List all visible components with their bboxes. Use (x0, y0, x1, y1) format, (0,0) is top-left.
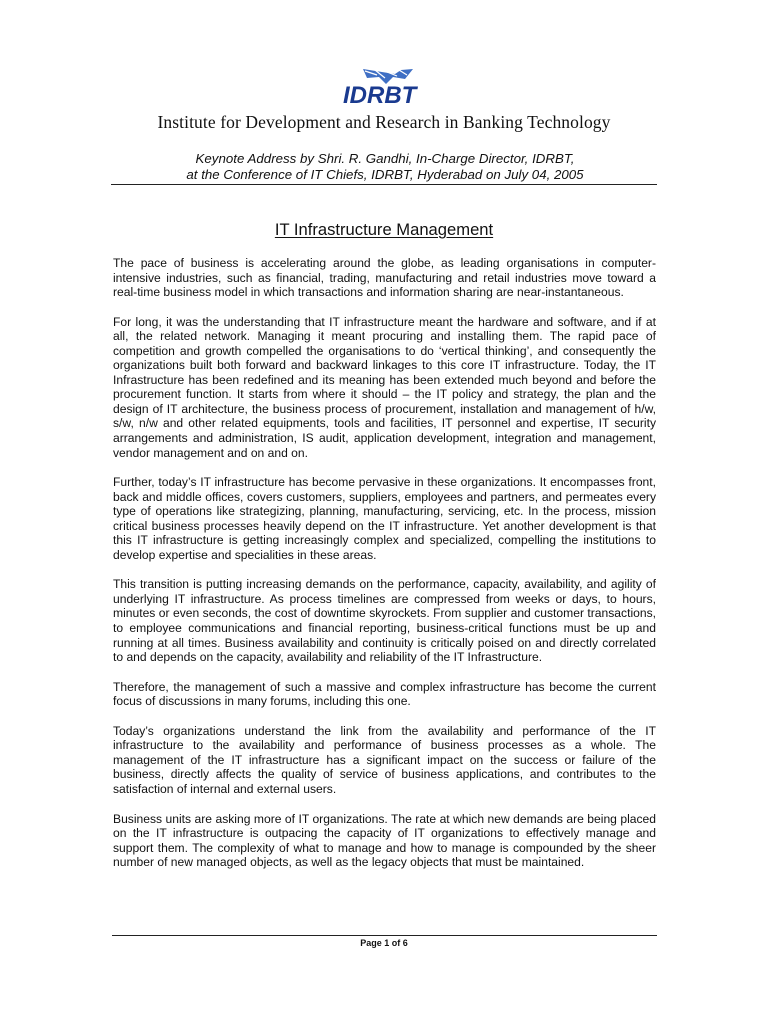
header-divider (111, 184, 657, 185)
paragraph: For long, it was the understanding that IT infrastructure meant the hardware and software, and if at all, the related network. Managing it meant procuring and installing them. The rapid pace of competition and growth compelled the organisations to do ‘vertical thinking’, and consequently the organizations built both forward and backward linkages to this core IT infrastructure. Today, the IT Infrastructure has been redefined and its meaning has been extended much beyond and before the procurement function. It starts from where it should – the IT policy and strategy, the plan and the design of IT architecture, the business process of procurement, installation and management of h/w, s/w, n/w and other related equipments, tools and facilities, IT personnel and expertise, IT security arrangements and administration, IS audit, application development, integration and management, vendor management and on and on. (113, 314, 656, 460)
page-number: Page 1 of 6 (360, 938, 408, 948)
institute-title: Institute for Development and Research in Banking Technology (157, 112, 611, 132)
idrbt-logo-graphic (341, 66, 434, 106)
document-title (0, 220, 768, 240)
logo-text: IDRBT (343, 82, 417, 106)
document-title-text: IT Infrastructure Management (274, 220, 494, 239)
paragraph: Further, today’s IT infrastructure has become pervasive in these organizations. It encompasses front, back and middle offices, covers customers, suppliers, employees and partners, and permeates every type of operations like strategizing, planning, manufacturing, servicing, etc. In the process, mission critical business processes heavily depend on the IT infrastructure. Yet another development is that this IT infrastructure is getting increasingly complex and specialized, compelling the institutions to develop expertise and specialities in these areas. (113, 475, 656, 562)
paragraph: This transition is putting increasing demands on the performance, capacity, availability, and agility of underlying IT infrastructure. As process timelines are compressed from weeks or days, to hours, minutes or even seconds, the cost of downtime skyrockets. From supplier and customer transactions, to employee communications and financial reporting, business-critical functions must be up and running at all times. Business availability and continuity is critically poised on and directly correlated to and depends on the capacity, availability and reliability of the IT Infrastructure. (113, 577, 656, 665)
paragraph: Therefore, the management of such a massive and complex infrastructure has become the current focus of discussions in many forums, including this one. (113, 679, 656, 709)
footer-divider (112, 935, 657, 936)
paragraph: The pace of business is accelerating around the globe, as leading organisations in computer-intensive industries, such as financial, trading, manufacturing and retail industries move toward a real-time business model in which transactions and information sharing are near-instantaneous. (113, 256, 656, 300)
paragraph: Today’s organizations understand the link from the availability and performance of the IT infrastructure to the availability and performance of business processes as a whole. The management of the IT infrastructure has a significant impact on the success or failure of the business, directly affects the quality of service of business applications, and contributes to the satisfaction of internal and external users. (113, 723, 656, 796)
keynote-line-2: at the Conference of IT Chiefs, IDRBT, Hyderabad on July 04, 2005 (186, 167, 584, 182)
keynote-line-1: Keynote Address by Shri. R. Gandhi, In-Charge Director, IDRBT, (195, 151, 575, 166)
document-body (113, 256, 656, 885)
keynote-caption (112, 151, 658, 183)
paragraph: Business units are asking more of IT organizations. The rate at which new demands are being placed on the IT infrastructure is outpacing the capacity of IT organizations to effectively manage and support them. The complexity of what to manage and how to manage is compounded by the sheer number of new managed objects, as well as the legacy objects that must be maintained. (113, 811, 656, 870)
idrbt-logo (341, 66, 434, 106)
